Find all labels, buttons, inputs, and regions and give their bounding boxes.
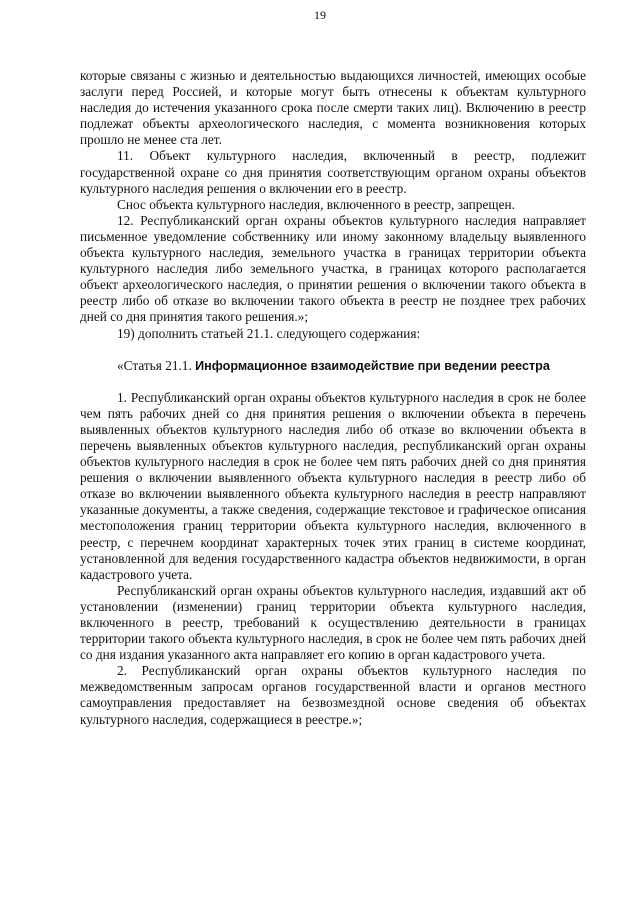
article-heading xyxy=(80,358,586,374)
paragraph: 11. Объект культурного наследия, включенный в реестр, подлежит государственной охране со дня принятия соответствующим органом охраны объектов культурного наследия решения о включении его в реестр. xyxy=(80,148,586,196)
paragraph: 2. Республиканский орган охраны объектов культурного наследия по межведомственным запросам органов государственной власти и органов местного самоуправления предоставляет на безвозмездной основе сведения об объектах культурного наследия, содержащиеся в реестре.»; xyxy=(80,663,586,727)
page-number: 19 xyxy=(314,8,326,22)
paragraph: 12. Республиканский орган охраны объектов культурного наследия направляет письменное уведомление собственнику или иному законному владельцу выявленного объекта культурного наследия, земельного участка в границах территории объекта культурного наследия либо земельного участка, в границах которого располагается объект археологического наследия, о принятии решения о включении такого объекта в реестр либо об отказе во включении такого объекта в реестр не позднее трех рабочих дней со дня принятия такого решения.»; xyxy=(80,212,586,325)
paragraph: 1. Республиканский орган охраны объектов культурного наследия в срок не более чем пять рабочих дней со дня принятия решения о включении объекта в перечень выявленных объектов культурного наследия либо об отказе во включении объекта в перечень выявленных объектов культурного наследия, республиканский орган охраны объектов культурного наследия в срок не более чем пять рабочих дней со дня принятия решения о включении выявленного объекта культурного наследия в реестр либо об отказе во включении выявленного объекта культурного наследия в реестр направляют указанные документы, а также сведения, содержащие текстовое и графическое описания местоположения границ территории объекта культурного наследия, включенного в реестр, с перечнем координат характерных точек этих границ в системе координат, установленной для ведения государственного кадастра объектов недвижимости, в орган кадастрового учета. xyxy=(80,389,586,582)
spacer xyxy=(80,342,586,358)
paragraph: которые связаны с жизнью и деятельностью выдающихся личностей, имеющих особые заслуги перед Россией, и которые могут быть отнесены к объектам культурного наследия до истечения указанного срока после смерти таких лиц). Включению в реестр подлежат объекты археологического наследия, с момента возникновения которых прошло не менее ста лет. xyxy=(80,68,586,148)
spacer xyxy=(80,374,586,390)
paragraph: 19) дополнить статьей 21.1. следующего содержания: xyxy=(117,325,421,341)
document-body xyxy=(80,68,586,728)
paragraph: Снос объекта культурного наследия, включенного в реестр, запрещен. xyxy=(117,196,515,212)
paragraph: Республиканский орган охраны объектов культурного наследия, издавший акт об установлении (изменении) границ территории объекта культурного наследия, включенного в реестр, требований к осуществлению деятельности в границах территории такого объекта культурного наследия, в срок не более чем пять рабочих дней со дня издания указанного акта направляет его копию в орган кадастрового учета. xyxy=(80,582,586,663)
article-title: Информационное взаимодействие при ведении реестра xyxy=(195,358,550,373)
article-prefix: «Статья 21.1. xyxy=(117,357,196,373)
